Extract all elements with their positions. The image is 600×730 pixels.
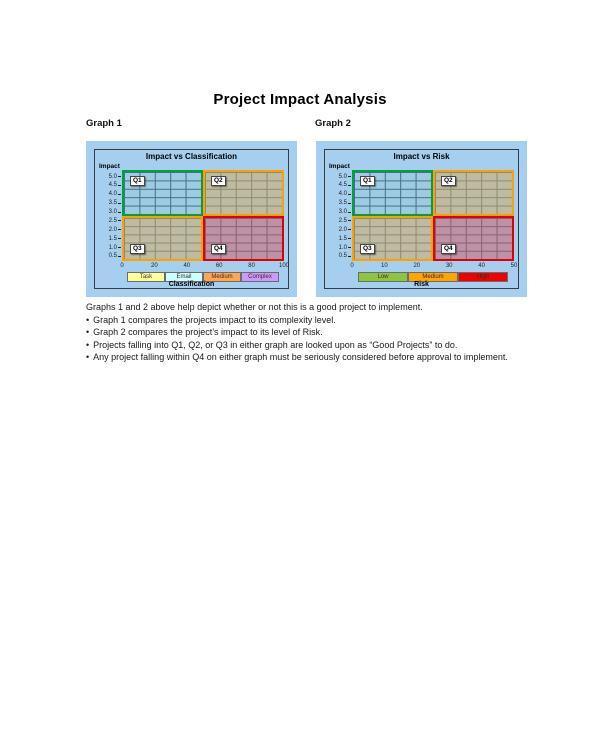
x-tick: 30	[445, 263, 453, 269]
legend-swatch-low: Low	[358, 272, 408, 282]
legend-swatch-complex: Complex	[241, 272, 279, 282]
graph1-x-axis-label: Classification	[168, 281, 215, 288]
graph2-chart-title: Impact vs Risk	[393, 152, 450, 161]
page-title: Project Impact Analysis	[213, 91, 387, 108]
graph2-quadrant-q2	[433, 170, 514, 216]
quadrant-label-q4: Q4	[211, 244, 226, 254]
y-tick: 1.0	[325, 244, 351, 251]
y-tick: 4.0	[325, 191, 351, 198]
quadrant-label-q4: Q4	[441, 244, 456, 254]
graph1-plot-area	[122, 170, 284, 261]
x-tick: 50	[510, 263, 518, 269]
quadrant-label-q1: Q1	[360, 176, 375, 186]
y-tick: 3.5	[325, 200, 351, 207]
graph1-chart-title: Impact vs Classification	[145, 152, 238, 161]
graph2-y-axis-label: Impact	[329, 163, 350, 170]
y-tick: 2.5	[95, 217, 121, 224]
graph2-chart-frame	[324, 149, 519, 289]
x-tick: 100	[278, 263, 290, 269]
x-tick: 20	[151, 263, 158, 269]
y-tick: 0.5	[95, 253, 121, 260]
graph1-caption: Graph 1	[86, 118, 122, 129]
graph2-x-axis-label: Risk	[414, 281, 429, 288]
graph1-quadrant-q4	[203, 216, 284, 262]
bullet-item: • Graph 2 compares the project’s impact to its level of Risk.	[86, 326, 548, 339]
y-tick: 2.0	[95, 226, 121, 233]
x-tick: 40	[478, 263, 485, 269]
graph1-quadrant-q2	[203, 170, 284, 216]
graph2-plot-area	[352, 170, 514, 261]
y-tick: 0.5	[325, 253, 351, 260]
graph2-y-axis	[325, 170, 351, 261]
graph2-caption: Graph 2	[315, 118, 351, 129]
y-tick: 3.0	[95, 209, 121, 216]
graph2-quadrant-q3	[352, 216, 433, 262]
y-tick: 4.0	[95, 191, 121, 198]
legend-swatch-medium: Medium	[203, 272, 241, 282]
y-tick: 2.0	[325, 226, 351, 233]
graph1-y-axis	[95, 170, 121, 261]
quadrant-label-q3: Q3	[360, 244, 375, 254]
graph1-x-axis	[120, 263, 290, 270]
quadrant-label-q2: Q2	[211, 176, 226, 186]
y-tick: 4.5	[95, 182, 121, 189]
graph2-quadrant-q4	[433, 216, 514, 262]
graph1-chart-frame	[94, 149, 289, 289]
quadrant-label-q2: Q2	[441, 176, 456, 186]
description-text-block	[86, 301, 548, 364]
graph1-panel	[86, 141, 297, 297]
graph1-quadrant-q1	[122, 170, 203, 216]
quadrant-label-q3: Q3	[130, 244, 145, 254]
legend-swatch-email: Email	[165, 272, 203, 282]
graph1-quadrant-q3	[122, 216, 203, 262]
bullet-item: • Graph 1 compares the projects impact to its complexity level.	[86, 314, 548, 327]
y-tick: 5.0	[95, 173, 121, 180]
x-tick: 0	[120, 263, 124, 269]
legend-swatch-task: Task	[127, 272, 165, 282]
y-tick: 1.5	[325, 235, 351, 242]
quadrant-label-q1: Q1	[130, 176, 145, 186]
graph2-panel	[316, 141, 527, 297]
x-tick: 40	[183, 263, 191, 269]
x-tick: 0	[350, 263, 354, 269]
x-tick: 20	[413, 263, 421, 269]
graph2-x-axis	[350, 263, 518, 270]
x-tick: 60	[215, 263, 223, 269]
y-tick: 2.5	[325, 217, 351, 224]
x-tick: 10	[381, 263, 388, 269]
y-tick: 3.5	[95, 200, 121, 207]
graph2-quadrant-q1	[352, 170, 433, 216]
intro-line: Graphs 1 and 2 above help depict whether or not this is a good project to implement.	[86, 302, 423, 312]
bullet-item: • Projects falling into Q1, Q2, or Q3 in either graph are looked upon as “Good Projects” to do.	[86, 339, 548, 352]
y-tick: 1.0	[95, 244, 121, 251]
y-tick: 1.5	[95, 235, 121, 242]
graph1-y-axis-label: Impact	[99, 163, 120, 170]
y-tick: 4.5	[325, 182, 351, 189]
y-tick: 5.0	[325, 173, 351, 180]
legend-swatch-medium: Medium	[408, 272, 458, 282]
x-tick: 80	[248, 263, 255, 269]
legend-swatch-high: High	[458, 272, 508, 282]
bullet-item: • Any project falling within Q4 on either graph must be seriously considered before approval to implement.	[86, 351, 548, 364]
y-tick: 3.0	[325, 209, 351, 216]
